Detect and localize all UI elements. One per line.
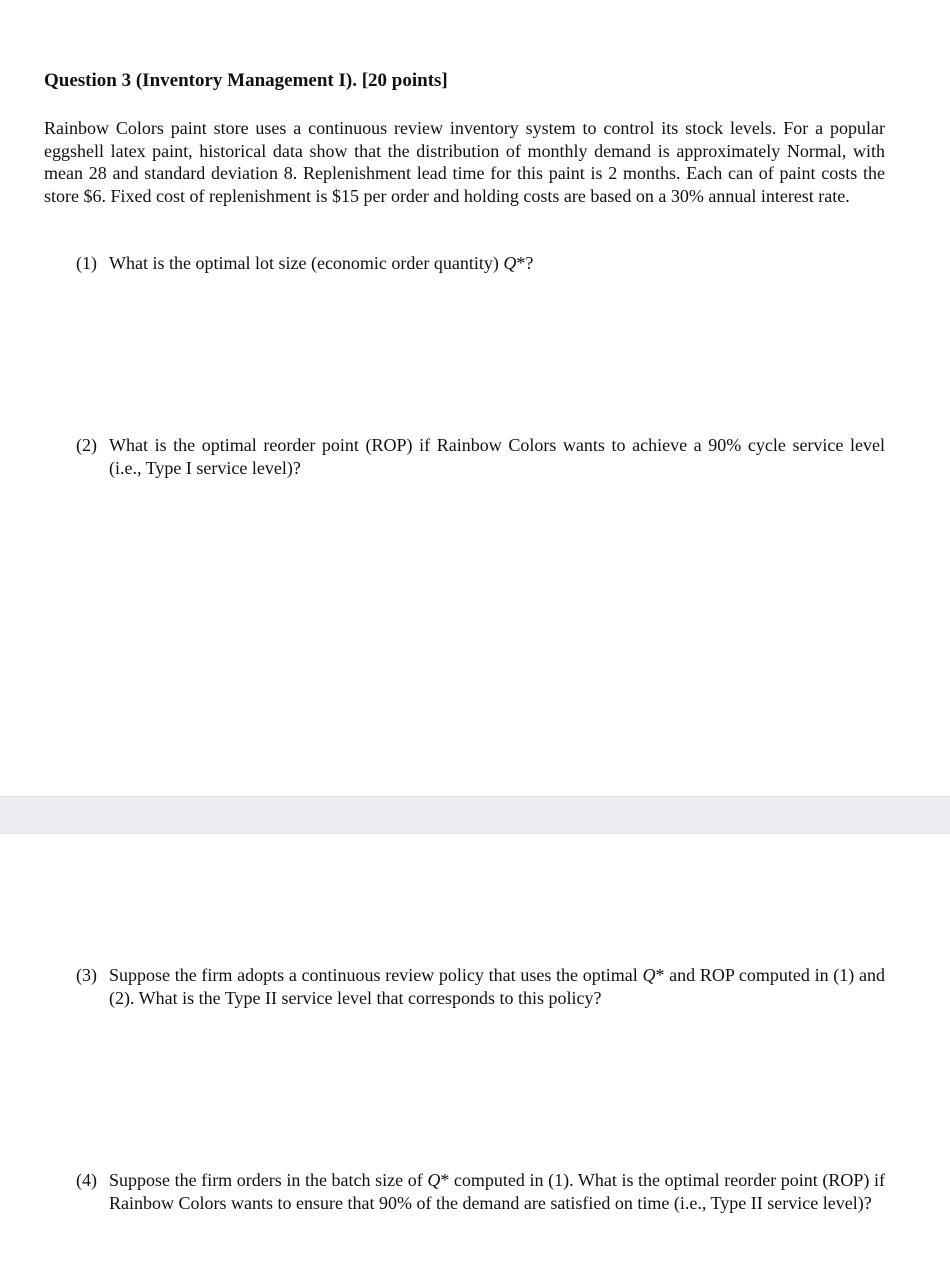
part-number: (3) <box>76 965 97 985</box>
question-part-1 <box>76 252 885 275</box>
part-text: Suppose the firm orders in the batch size of <box>109 1170 428 1190</box>
q-symbol: Q <box>642 965 656 985</box>
question-intro: Rainbow Colors paint store uses a continuous review inventory system to control its stock levels. For a popular eggshell latex paint, historical data show that the distribution of monthly demand is approximately Normal, with mean 28 and standard deviation 8. Replenishment lead time for this paint is 2 months. Each can of paint costs the store $6. Fixed cost of replenishment is $15 per order and holding costs are based on a 30% annual interest rate. <box>44 118 885 206</box>
part-number: (4) <box>76 1170 97 1190</box>
part-text: * and ROP computed in (1) and (2). What is the Type II service level that corresponds to this policy? <box>109 965 885 1008</box>
q-symbol: Q <box>503 253 517 273</box>
q-symbol: Q <box>427 1170 441 1190</box>
part-text: What is the optimal lot size (economic order quantity) <box>109 253 504 273</box>
question-title: Question 3 (Inventory Management I). [20 points] <box>44 70 448 91</box>
question-part-2 <box>76 434 885 480</box>
part-text: What is the optimal reorder point (ROP) if Rainbow Colors wants to achieve a 90% cycle service level (i.e., Type I service level)? <box>109 435 885 478</box>
part-number: (2) <box>76 435 97 455</box>
document-page-2 <box>0 834 950 1286</box>
question-part-3 <box>76 964 885 1010</box>
part-text: * computed in (1). What is the optimal reorder point (ROP) if Rainbow Colors wants to ensure that 90% of the demand are satisfied on time (i.e., Type II service level)? <box>109 1170 886 1213</box>
part-text: *? <box>516 253 534 273</box>
part-text: Suppose the firm adopts a continuous review policy that uses the optimal <box>109 965 643 985</box>
page-separator <box>0 796 950 834</box>
question-part-4 <box>76 1169 885 1215</box>
part-number: (1) <box>76 253 97 273</box>
